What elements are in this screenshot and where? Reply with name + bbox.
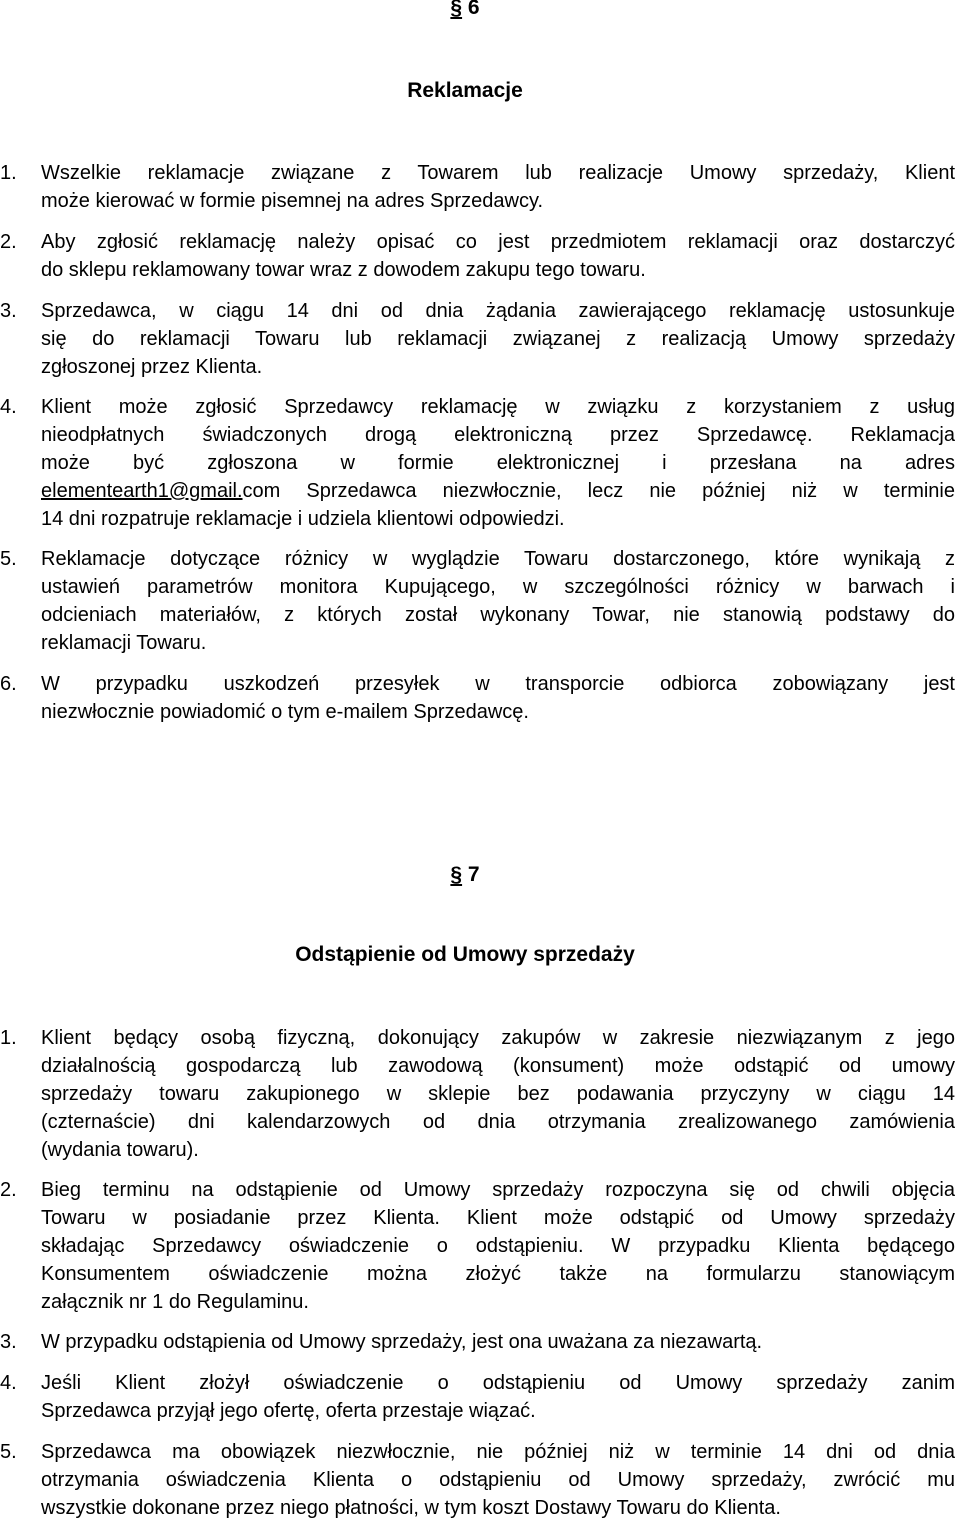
item-line: W przypadku odstąpienia od Umowy sprzedaży, jest ona uważana za niezawartą. (41, 1331, 763, 1353)
item-line: do sklepu reklamowany towar wraz z dowodem zakupu tego towaru. (41, 259, 646, 281)
item-line: Sprzedawca ma obowiązek niezwłocznie, nie później niż w terminie 14 dni od dnia (41, 1441, 955, 1463)
item-line: Klient może zgłosić Sprzedawcy reklamację w związku z korzystaniem z usług (41, 396, 955, 418)
item-line: (wydania towaru). (41, 1139, 199, 1161)
section-6-heading (0, 0, 930, 20)
section-7-title: Odstąpienie od Umowy sprzedaży (295, 943, 635, 966)
item-line: Sprzedawca przyjął jego ofertę, oferta przestaje wiązać. (41, 1400, 536, 1422)
item-line: Aby zgłosić reklamację należy opisać co jest przedmiotem reklamacji oraz dostarczyć (41, 231, 955, 253)
item-number: 1. (0, 162, 17, 184)
item-line: nieodpłatnych świadczonych drogą elektroniczną przez Sprzedawcę. Reklamacja (41, 424, 955, 446)
item-number: 5. (0, 1441, 17, 1463)
item-line: odcieniach materiałów, z których został wykonany Towar, nie stanowią podstawy do (41, 604, 955, 626)
item-line: zgłoszonej przez Klienta. (41, 356, 263, 378)
item-number: 3. (0, 1331, 17, 1353)
item-number: 1. (0, 1027, 17, 1049)
item-line: (czternaście) dni kalendarzowych od dnia otrzymania zrealizowanego zamówienia (41, 1111, 955, 1133)
item-line: otrzymania oświadczenia Klienta o odstąpieniu od Umowy sprzedaży, zwrócić mu (41, 1469, 955, 1491)
section-7-heading (0, 863, 930, 887)
item-line: Bieg terminu na odstąpienie od Umowy sprzedaży rozpoczyna się od chwili objęcia (41, 1179, 955, 1201)
item-line: Konsumentem oświadczenie można złożyć także na formularzu stanowiącym (41, 1263, 955, 1285)
email-link[interactable]: elementearth1@gmail. (41, 480, 243, 502)
item-number: 6. (0, 673, 17, 695)
item-line: może być zgłoszona w formie elektronicznej i przesłana na adres (41, 452, 955, 474)
item-line: ustawień parametrów monitora Kupującego, w szczególności różnicy w barwach i (41, 576, 955, 598)
section-sign: § (450, 0, 463, 19)
item-line: załącznik nr 1 do Regulaminu. (41, 1291, 309, 1313)
section-6-title: Reklamacje (407, 79, 523, 102)
item-line: 14 dni rozpatruje reklamacje i udziela klientowi odpowiedzi. (41, 508, 565, 530)
section-number: 6 (467, 0, 480, 19)
item-number: 3. (0, 300, 17, 322)
item-line: W przypadku uszkodzeń przesyłek w transporcie odbiorca zobowiązany jest (41, 673, 955, 695)
item-number: 2. (0, 231, 17, 253)
item-line-rest: com Sprzedawca niezwłocznie, lecz nie później niż w terminie (242, 480, 955, 502)
item-number: 2. (0, 1179, 17, 1201)
item-number: 4. (0, 396, 17, 418)
item-line: Wszelkie reklamacje związane z Towarem lub realizacje Umowy sprzedaży, Klient (41, 162, 955, 184)
section-number: 7 (467, 863, 480, 886)
item-line: się do reklamacji Towaru lub reklamacji związanej z realizacją Umowy sprzedaży (41, 328, 955, 350)
item-line: reklamacji Towaru. (41, 632, 207, 654)
item-line: składając Sprzedawcy oświadczenie o odstąpieniu. W przypadku Klienta będącego (41, 1235, 955, 1257)
item-line: sprzedaży towaru zakupionego w sklepie bez podawania przyczyny w ciągu 14 (41, 1083, 955, 1105)
item-line: Sprzedawca, w ciągu 14 dni od dnia żądania zawierającego reklamację ustosunkuje (41, 300, 955, 322)
item-line: Towaru w posiadanie przez Klienta. Klient może odstąpić od Umowy sprzedaży (41, 1207, 955, 1229)
item-line: działalnością gospodarczą lub zawodową (konsument) może odstąpić od umowy (41, 1055, 955, 1077)
item-line: może kierować w formie pisemnej na adres Sprzedawcy. (41, 190, 544, 212)
item-line: Reklamacje dotyczące różnicy w wyglądzie Towaru dostarczonego, które wynikają z (41, 548, 955, 570)
section-sign: § (450, 863, 463, 886)
item-line: wszystkie dokonane przez niego płatności, w tym koszt Dostawy Towaru do Klienta. (41, 1497, 781, 1519)
item-number: 4. (0, 1372, 17, 1394)
item-line (41, 477, 955, 505)
item-number: 5. (0, 548, 17, 570)
item-line: Jeśli Klient złożył oświadczenie o odstąpieniu od Umowy sprzedaży zanim (41, 1372, 955, 1394)
item-line: niezwłocznie powiadomić o tym e-mailem Sprzedawcę. (41, 701, 529, 723)
item-line: Klient będący osobą fizyczną, dokonujący zakupów w zakresie niezwiązanym z jego (41, 1027, 955, 1049)
